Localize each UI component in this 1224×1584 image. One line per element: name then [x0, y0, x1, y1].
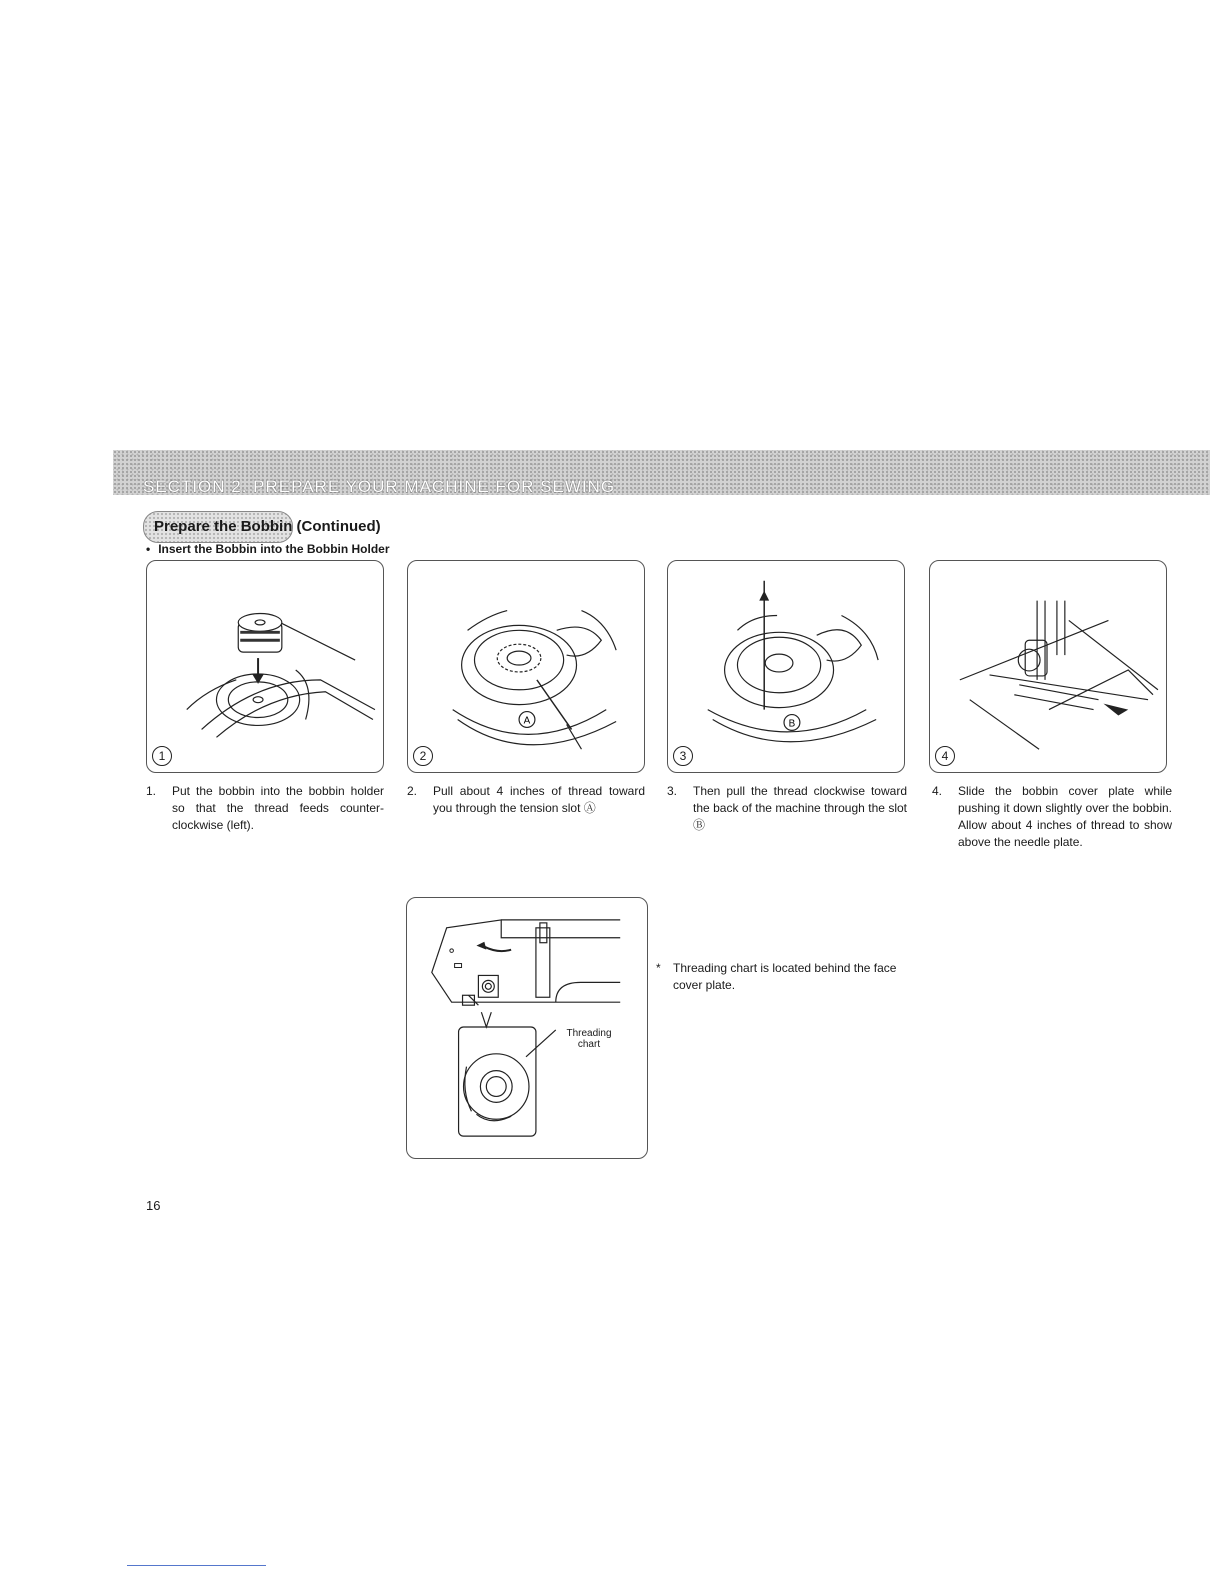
step-2 — [407, 783, 645, 817]
threading-chart-panel — [406, 897, 648, 1159]
note — [656, 960, 906, 994]
step-3-text: Then pull the thread clockwise toward the back of the machine through the slot Ⓑ — [693, 784, 907, 832]
step-4-number: 4. — [932, 784, 943, 798]
section-header-bar — [113, 450, 1210, 495]
step-3 — [667, 783, 907, 834]
note-marker: * — [656, 961, 661, 975]
callout-a: A — [523, 715, 531, 727]
step-1-number: 1. — [146, 784, 157, 798]
bullet-dot-icon: • — [146, 542, 151, 556]
step-1-text: Put the bobbin into the bobbin holder so that the thread feeds counter-clockwise (left). — [172, 784, 384, 832]
threading-chart-label: Threading chart — [566, 1028, 612, 1050]
subsection-title: Prepare the Bobbin (Continued) — [143, 511, 293, 543]
footer-rule — [127, 1565, 266, 1566]
panel-number-1: 1 — [152, 746, 172, 766]
cover-plate-illustration — [930, 561, 1166, 772]
callout-b: B — [788, 718, 796, 730]
section-title: SECTION 2. PREPARE YOUR MACHINE FOR SEWING — [143, 477, 616, 496]
step-3-number: 3. — [667, 784, 678, 798]
illustration-panel-3 — [667, 560, 905, 773]
bobbin-slot-illustration — [668, 561, 904, 772]
panel-number-4: 4 — [935, 746, 955, 766]
step-4 — [932, 783, 1172, 851]
illustration-panel-4 — [929, 560, 1167, 773]
tension-slot-illustration — [408, 561, 644, 772]
step-1 — [146, 783, 384, 834]
step-4-text: Slide the bobbin cover plate while pushing it down slightly over the bobbin. Allow about 4 inches of thread to show above the needle plate. — [958, 784, 1172, 849]
panel-number-2: 2 — [413, 746, 433, 766]
page-number: 16 — [146, 1198, 161, 1213]
step-2-text: Pull about 4 inches of thread toward you through the tension slot Ⓐ — [433, 784, 645, 815]
illustration-panel-2 — [407, 560, 645, 773]
bullet-heading-text: Insert the Bobbin into the Bobbin Holder — [158, 542, 390, 556]
illustration-panel-1 — [146, 560, 384, 773]
note-text: Threading chart is located behind the face cover plate. — [673, 961, 897, 992]
panel-number-3: 3 — [673, 746, 693, 766]
step-2-number: 2. — [407, 784, 418, 798]
bobbin-insert-illustration — [147, 561, 383, 772]
bullet-heading — [146, 542, 390, 556]
